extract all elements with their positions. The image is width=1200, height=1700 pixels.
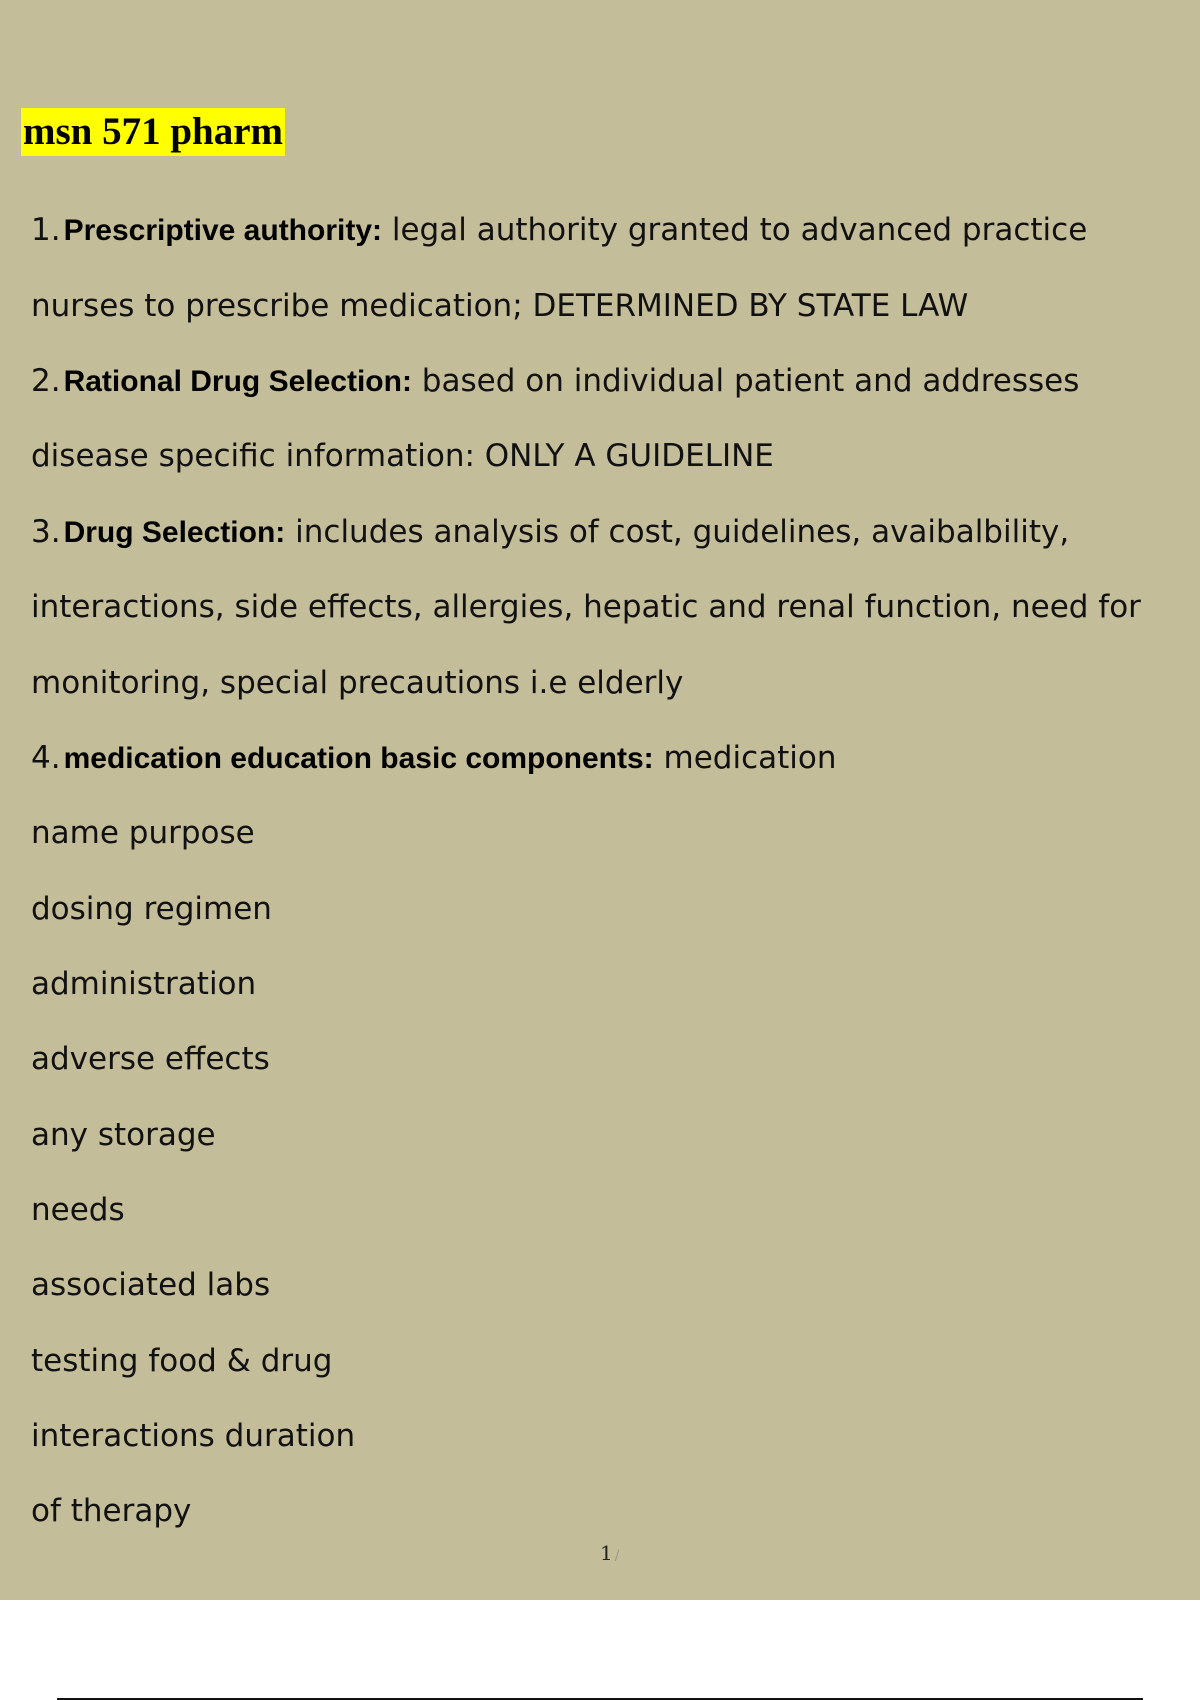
page-number-value: 1 [600,1541,613,1565]
page-number [600,1541,619,1568]
item-term: Rational Drug Selection: [63,365,412,398]
item-4-continuation-line: associated labs [31,1267,271,1303]
item-2-line-2: disease specific information: ONLY A GUIDELINE [31,438,774,474]
document-title: msn 571 pharm [21,108,285,156]
item-3-line-1 [31,512,1069,552]
item-term: medication education basic components: [63,742,654,775]
item-number: 4. [31,740,61,776]
item-number: 2. [31,363,61,399]
item-4-continuation-line: adverse effects [31,1041,270,1077]
item-4-continuation-line: administration [31,966,257,1002]
item-2-line-1 [31,361,1079,401]
item-text: legal authority granted to advanced practice [382,212,1088,248]
item-number: 3. [31,514,61,550]
item-4-continuation-line: testing food & drug [31,1343,333,1379]
item-1-line-1 [31,210,1087,250]
page-number-suffix: / [614,1548,620,1564]
item-4-continuation-line: name purpose [31,815,255,851]
item-text: includes analysis of cost, guidelines, avaibalbility, [285,514,1070,550]
item-4-continuation-line: of therapy [31,1493,192,1529]
item-4-continuation-line: needs [31,1192,125,1228]
item-3-line-3: monitoring, special precautions i.e elderly [31,665,684,701]
item-4-continuation-line: any storage [31,1117,216,1153]
item-term: Drug Selection: [63,516,286,549]
item-4-continuation-line: dosing regimen [31,891,272,927]
item-term: Prescriptive authority: [63,214,383,247]
item-3-line-2: interactions, side effects, allergies, hepatic and renal function, need for [31,589,1141,625]
item-text: based on individual patient and addresses [411,363,1080,399]
item-4-line-1 [31,738,837,778]
item-1-line-2: nurses to prescribe medication; DETERMINED BY STATE LAW [31,288,969,324]
item-text: medication [653,740,837,776]
item-4-continuation-line: interactions duration [31,1418,356,1454]
item-number: 1. [31,212,61,248]
